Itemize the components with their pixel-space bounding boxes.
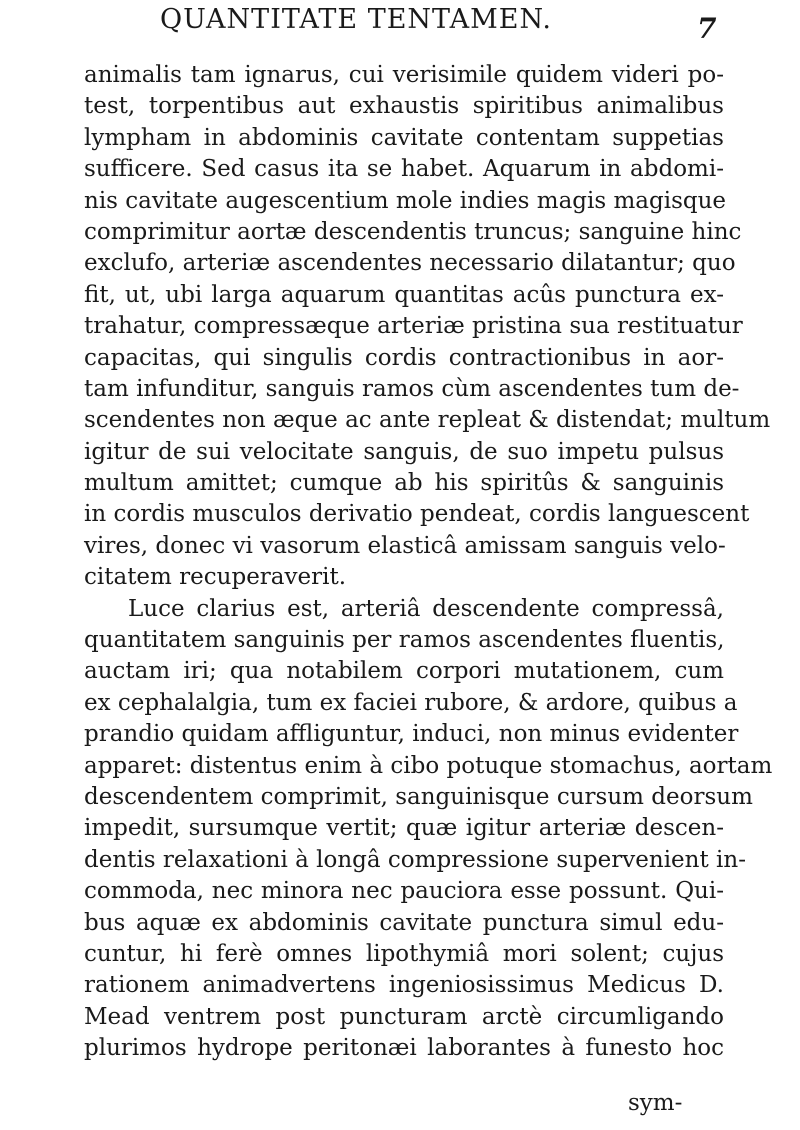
- catchword: sym-: [628, 1090, 683, 1116]
- text-line: Mead ventrem post puncturam arctè circumligando: [84, 1003, 724, 1030]
- text-line: ex cephalalgia, tum ex faciei rubore, & ardore, quibus a: [84, 689, 738, 716]
- text-line: in cordis musculos derivatio pendeat, cordis languescent: [84, 501, 750, 528]
- text-line: auctam iri; qua notabilem corpori mutationem, cum: [84, 658, 724, 685]
- text-line: lympham in abdominis cavitate contentam suppetias: [84, 124, 724, 151]
- text-line: capacitas, qui singulis cordis contractionibus in aor-: [84, 344, 724, 371]
- text-line: trahatur, compressæque arteriæ pristina sua restituatur: [84, 313, 743, 340]
- paragraph-end-line: citatem recuperaverit.: [84, 564, 347, 591]
- text-line: quantitatem sanguinis per ramos ascendentes fluentis,: [84, 627, 725, 654]
- text-line: exclufo, arteriæ ascendentes necessario dilatantur; quo: [84, 250, 736, 277]
- text-line: fit, ut, ubi larga aquarum quantitas acûs punctura ex-: [84, 281, 724, 308]
- text-line: plurimos hydrope peritonæi laborantes à funesto hoc: [84, 1035, 724, 1062]
- text-line: impedit, sursumque vertit; quæ igitur arteriæ descen-: [84, 815, 724, 842]
- text-line: igitur de sui velocitate sanguis, de suo impetu pulsus: [84, 438, 724, 465]
- text-line: prandio quidam affliguntur, induci, non minus evidenter: [84, 721, 739, 748]
- text-line: multum amittet; cumque ab his spiritûs & sanguinis: [84, 470, 724, 497]
- page-number: 7: [697, 12, 717, 45]
- text-line: sufficere. Sed casus ita se habet. Aquarum in abdomi-: [84, 156, 724, 183]
- text-line: apparet: distentus enim à cibo potuque stomachus, aortam: [84, 752, 773, 779]
- body-text: [84, 60, 773, 1065]
- paragraph-start-line: Luce clarius est, arteriâ descendente compressâ,: [128, 595, 724, 622]
- text-line: cuntur, hi ferè omnes lipothymiâ mori solent; cujus: [84, 940, 724, 967]
- text-line: bus aquæ ex abdominis cavitate punctura simul edu-: [84, 909, 724, 936]
- text-line: vires, donec vi vasorum elasticâ amissam sanguis velo-: [84, 532, 726, 559]
- text-line: rationem animadvertens ingeniosissimus Medicus D.: [84, 972, 724, 999]
- text-line: nis cavitate augescentium mole indies magis magisque: [84, 187, 727, 214]
- text-line: scendentes non æque ac ante repleat & distendat; multum: [84, 407, 771, 434]
- running-head: QUANTITATE TENTAMEN.: [160, 4, 552, 35]
- text-line: comprimitur aortæ descendentis truncus; sanguine hinc: [84, 218, 742, 245]
- text-line: test, torpentibus aut exhaustis spiritibus animalibus: [84, 93, 724, 120]
- text-line: commoda, nec minora nec pauciora esse possunt. Qui-: [84, 878, 724, 905]
- text-line: animalis tam ignarus, cui verisimile quidem videri po-: [84, 62, 724, 88]
- text-line: descendentem comprimit, sanguinisque cursum deorsum: [84, 783, 753, 810]
- text-line: dentis relaxationi à longâ compressione supervenient in-: [84, 846, 746, 873]
- text-line: tam infunditur, sanguis ramos cùm ascendentes tum de-: [84, 375, 740, 402]
